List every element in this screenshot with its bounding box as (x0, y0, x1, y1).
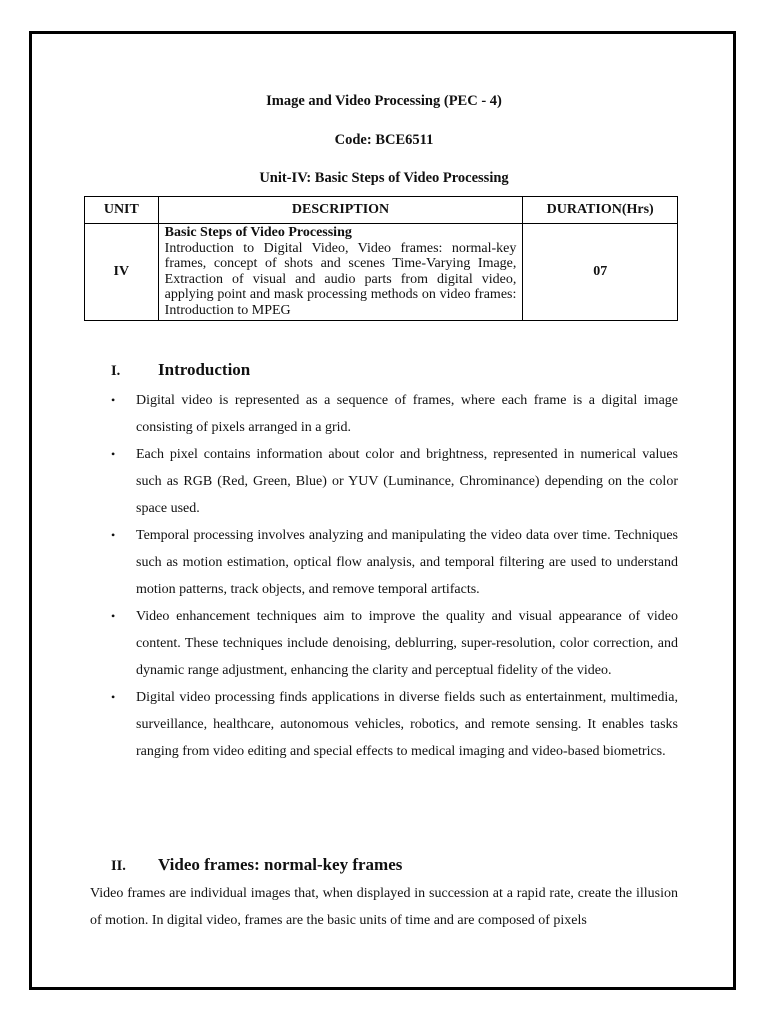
section-title: Video frames: normal-key frames (158, 855, 403, 874)
list-item-text: Each pixel contains information about color and brightness, represented in numerical values such as RGB (Red, Green, Blue) or YUV (Luminance, Chrominance) depending on the color space used. (136, 447, 678, 516)
section-title: Introduction (158, 360, 251, 379)
bullet-icon: • (111, 447, 116, 461)
list-item-text: Digital video processing finds applications in diverse fields such as entertainment, multimedia, surveillance, healthcare, autonomous vehicles, robotics, and remote sensing. It enables tasks ranging from video editing and special effects to medical imaging and video-based biometrics. (136, 690, 678, 759)
section-heading-introduction (111, 360, 250, 380)
bullet-icon: • (111, 393, 116, 407)
video-frames-paragraph: Video frames are individual images that, when displayed in succession at a rapid rate, create the illusion of motion. In digital video, frames are the basic units of time and are composed of pixels (90, 886, 678, 928)
unit-cell: IV (85, 224, 159, 321)
list-item (111, 522, 678, 603)
section-number: II. (111, 858, 126, 874)
list-item-text: Digital video is represented as a sequence of frames, where each frame is a digital image consisting of pixels arranged in a grid. (136, 393, 678, 435)
description-text: Introduction to Digital Video, Video frames: normal-key frames, concept of shots and scenes Time-Varying Image, Extraction of visual and audio parts from digital video, applying point and mask processing methods on video frames: Introduction to MPEG (164, 240, 517, 318)
list-item (111, 387, 678, 441)
list-item-text: Temporal processing involves analyzing and manipulating the video data over time. Techniques such as motion estimation, optical flow analysis, and temporal filtering are used to understand motion patterns, track objects, and remove temporal artifacts. (136, 528, 678, 597)
table-header-row (85, 197, 678, 224)
syllabus-table (84, 196, 678, 321)
description-title: Basic Steps of Video Processing (164, 225, 352, 240)
table-row (85, 224, 678, 321)
list-item-text: Video enhancement techniques aim to improve the quality and visual appearance of video content. These techniques include denoising, deblurring, super-resolution, color correction, and dynamic range adjustment, enhancing the clarity and perceptual fidelity of the video. (136, 609, 678, 678)
column-header-unit: UNIT (85, 197, 159, 224)
document-title: Image and Video Processing (PEC - 4) (266, 93, 502, 109)
description-cell (158, 224, 523, 321)
bullet-icon: • (111, 609, 116, 623)
bullet-icon: • (111, 690, 116, 704)
bullet-icon: • (111, 528, 116, 542)
list-item (111, 603, 678, 684)
column-header-duration: DURATION(Hrs) (523, 197, 678, 224)
duration-cell: 07 (523, 224, 678, 321)
list-item (111, 441, 678, 522)
introduction-bullet-list (111, 387, 678, 765)
column-header-description: DESCRIPTION (158, 197, 523, 224)
section-number: I. (111, 363, 121, 379)
unit-heading: Unit-IV: Basic Steps of Video Processing (259, 170, 509, 186)
list-item (111, 684, 678, 765)
section-heading-video-frames (111, 855, 402, 875)
course-code: Code: BCE6511 (334, 132, 434, 148)
